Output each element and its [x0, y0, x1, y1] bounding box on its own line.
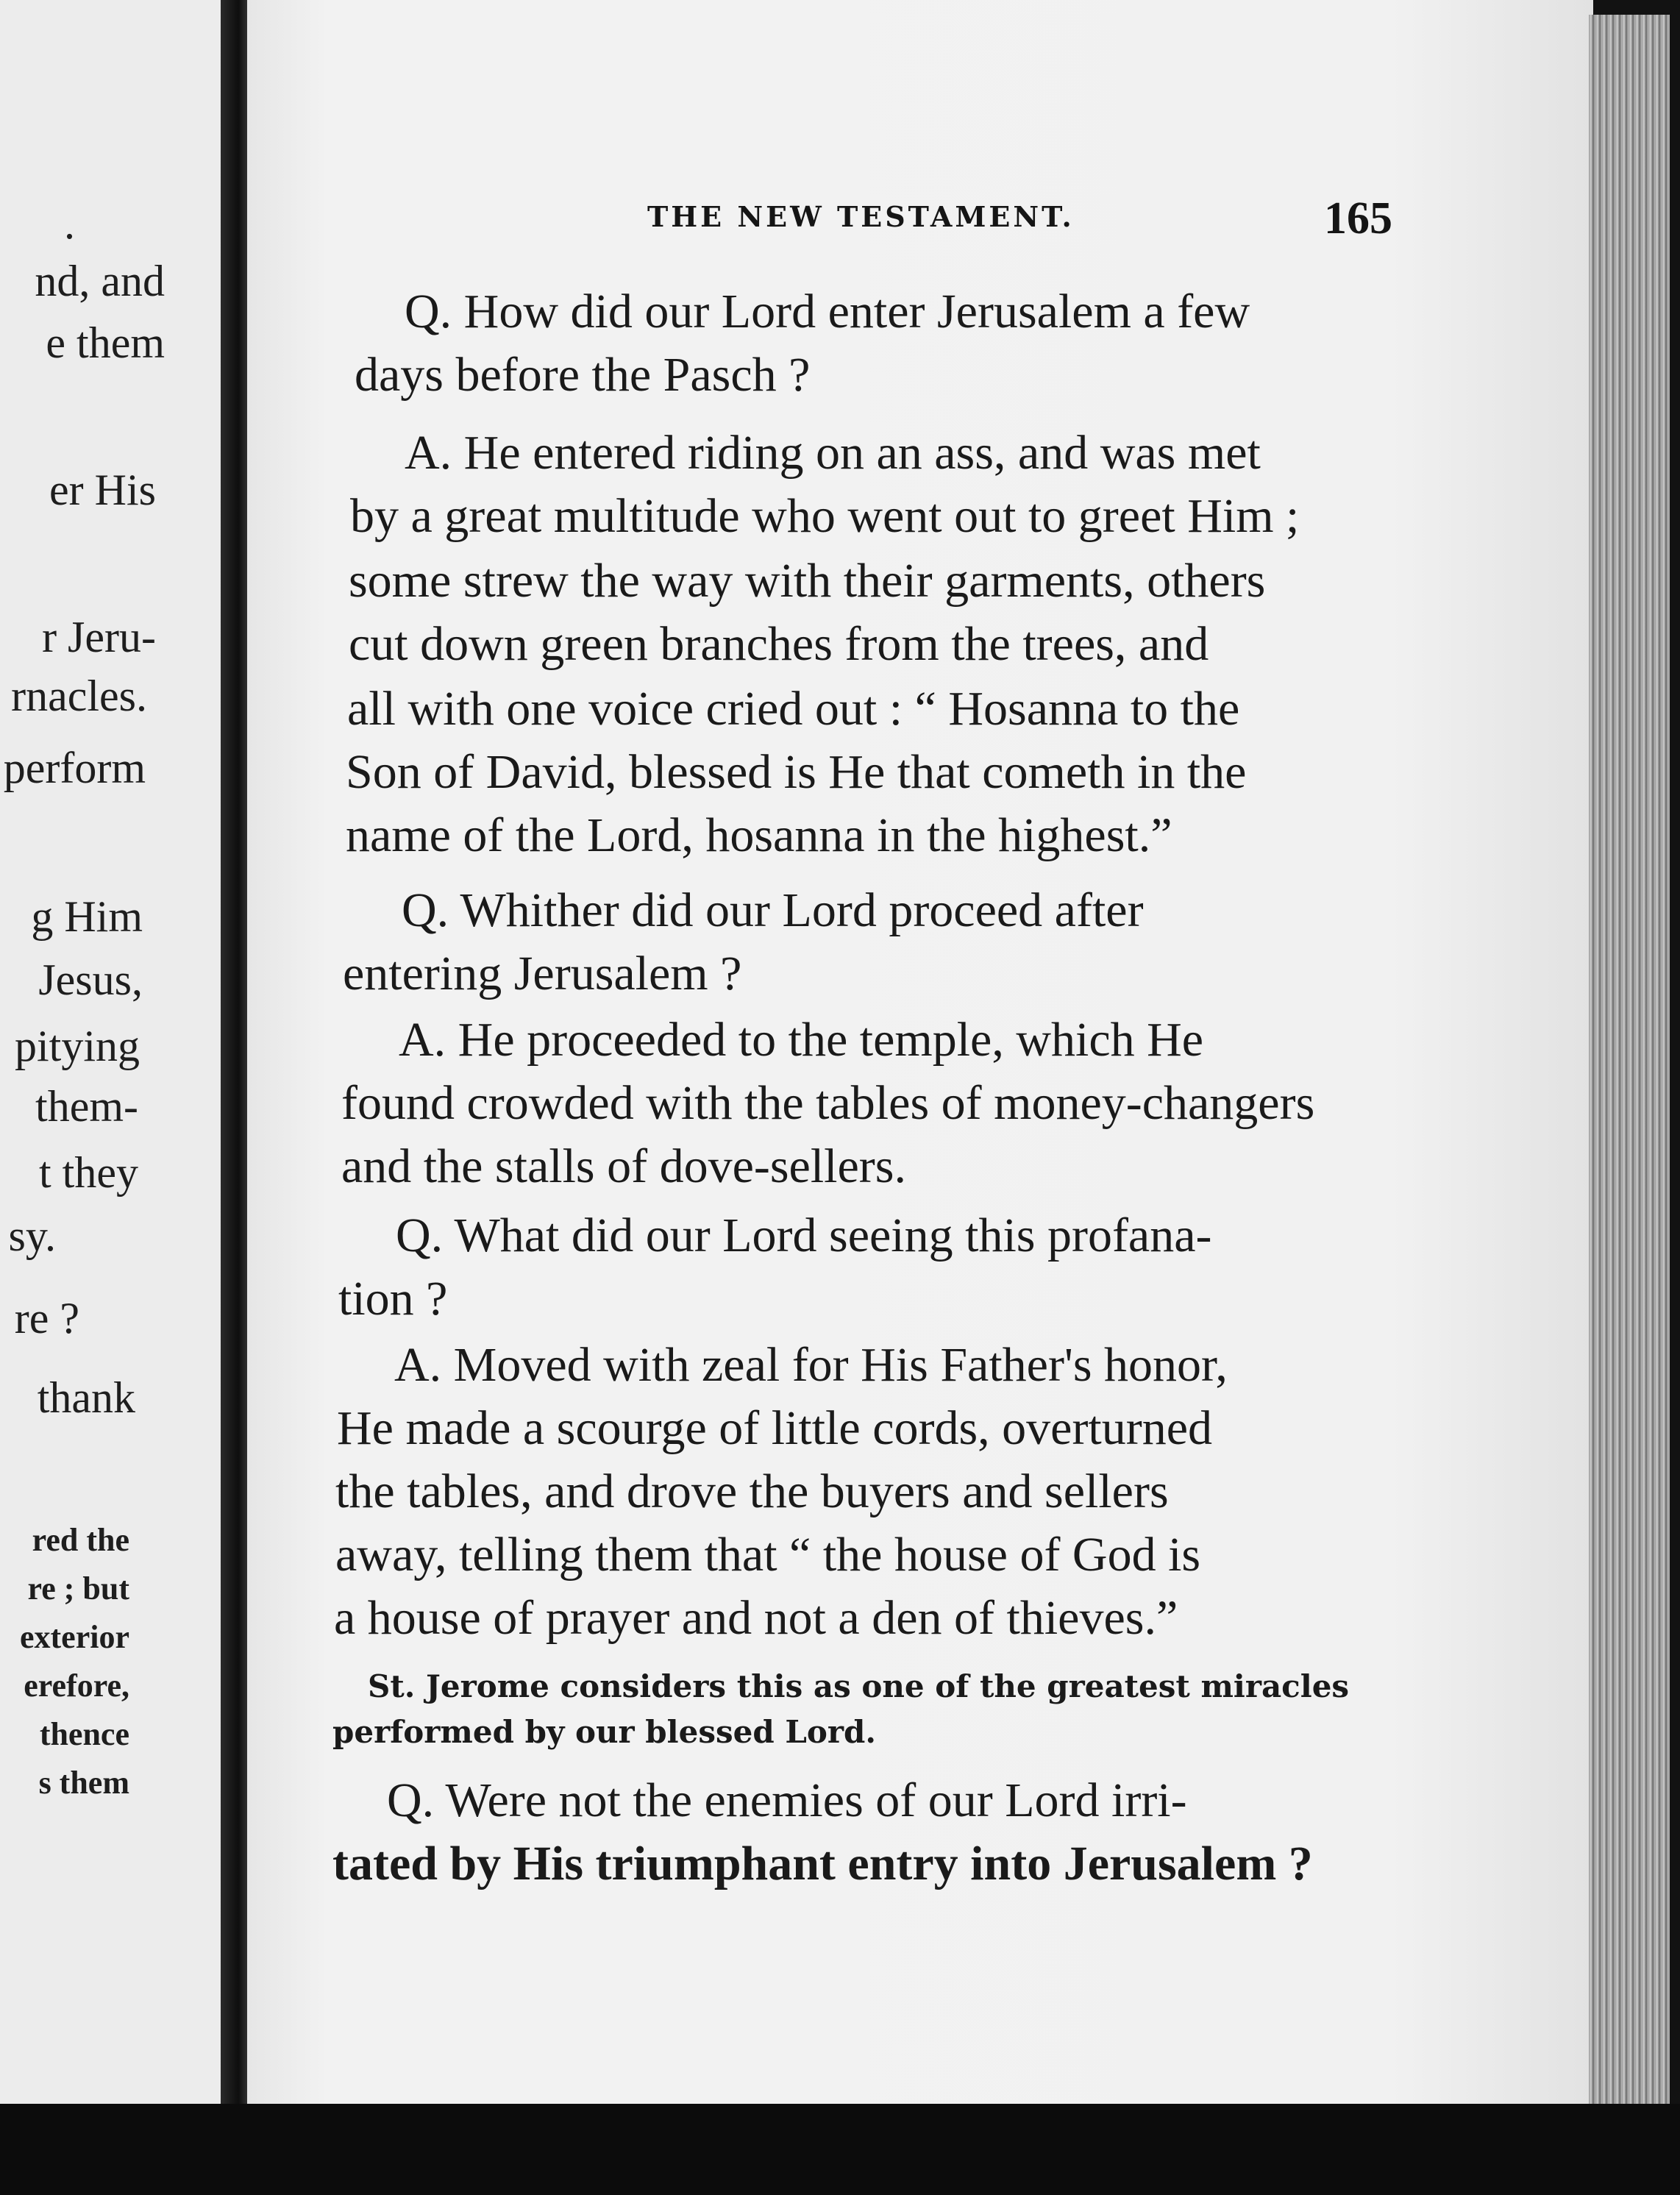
body-line: Q. How did our Lord enter Jerusalem a few: [405, 285, 1250, 338]
running-head: THE NEW TESTAMENT.: [647, 200, 1075, 233]
left-page-line: perform: [3, 744, 146, 792]
body-line: A. Moved with zeal for His Father's honor,: [394, 1338, 1228, 1392]
body-line: Q. Whither did our Lord proceed after: [402, 883, 1144, 937]
body-line: A. He proceeded to the temple, which He: [399, 1013, 1204, 1067]
left-page-note-line: erefore,: [24, 1668, 129, 1704]
left-page-line: .: [64, 199, 75, 248]
left-page-line: them-: [35, 1082, 138, 1131]
note-line: St. Jerome considers this as one of the greatest miracles: [368, 1668, 1350, 1704]
left-page-line: er His: [49, 466, 156, 514]
body-line: Son of David, blessed is He that cometh in the: [346, 745, 1247, 799]
left-page-line: sy.: [8, 1212, 56, 1260]
left-page-line: thank: [37, 1373, 135, 1422]
left-page: [0, 0, 229, 2118]
body-line: A. He entered riding on an ass, and was met: [405, 426, 1261, 480]
body-line: all with one voice cried out : “ Hosanna to the: [347, 682, 1240, 736]
left-page-line: e them: [46, 319, 165, 367]
left-page-line: pitying: [14, 1022, 140, 1070]
left-page-line: r Jeru-: [42, 613, 156, 661]
body-line: days before the Pasch ?: [355, 348, 811, 402]
body-line: cut down green branches from the trees, and: [349, 617, 1209, 671]
left-page-note-line: s them: [38, 1765, 129, 1801]
body-line: He made a scourge of little cords, overturned: [337, 1401, 1213, 1455]
page-edges: [1589, 15, 1670, 2148]
body-line: and the stalls of dove-sellers.: [341, 1139, 906, 1193]
left-page-line: Jesus,: [38, 956, 143, 1004]
body-line: Q. What did our Lord seeing this profana-: [396, 1209, 1212, 1262]
book-gutter: [221, 0, 250, 2195]
left-page-line: t they: [39, 1148, 138, 1197]
note-line: performed by our blessed Lord.: [332, 1714, 876, 1750]
left-page-note-line: red the: [32, 1522, 129, 1558]
body-line: Q. Were not the enemies of our Lord irri-: [387, 1774, 1187, 1827]
left-page-note-line: re ; but: [27, 1570, 129, 1607]
scan-bottom-edge: [0, 2104, 1680, 2195]
body-line: tated by His triumphant entry into Jerusalem ?: [332, 1837, 1313, 1890]
body-line: tion ?: [338, 1272, 448, 1326]
body-line: found crowded with the tables of money-changers: [341, 1076, 1315, 1130]
body-line: name of the Lord, hosanna in the highest.”: [346, 808, 1172, 862]
body-line: by a great multitude who went out to greet Him ;: [350, 489, 1300, 543]
body-line: the tables, and drove the buyers and sellers: [335, 1465, 1169, 1518]
body-line: entering Jerusalem ?: [343, 947, 742, 1000]
left-page-line: rnacles.: [11, 672, 147, 720]
left-page-line: re ?: [14, 1294, 79, 1342]
body-line: some strew the way with their garments, others: [349, 554, 1266, 608]
page-number: 165: [1324, 193, 1392, 243]
left-page-line: nd, and: [35, 257, 165, 305]
body-line: a house of prayer and not a den of thieves.”: [334, 1591, 1178, 1645]
left-page-note-line: thence: [39, 1716, 129, 1752]
body-line: away, telling them that “ the house of God is: [335, 1528, 1201, 1582]
left-page-line: g Him: [31, 892, 143, 941]
left-page-note-line: exterior: [20, 1619, 129, 1655]
